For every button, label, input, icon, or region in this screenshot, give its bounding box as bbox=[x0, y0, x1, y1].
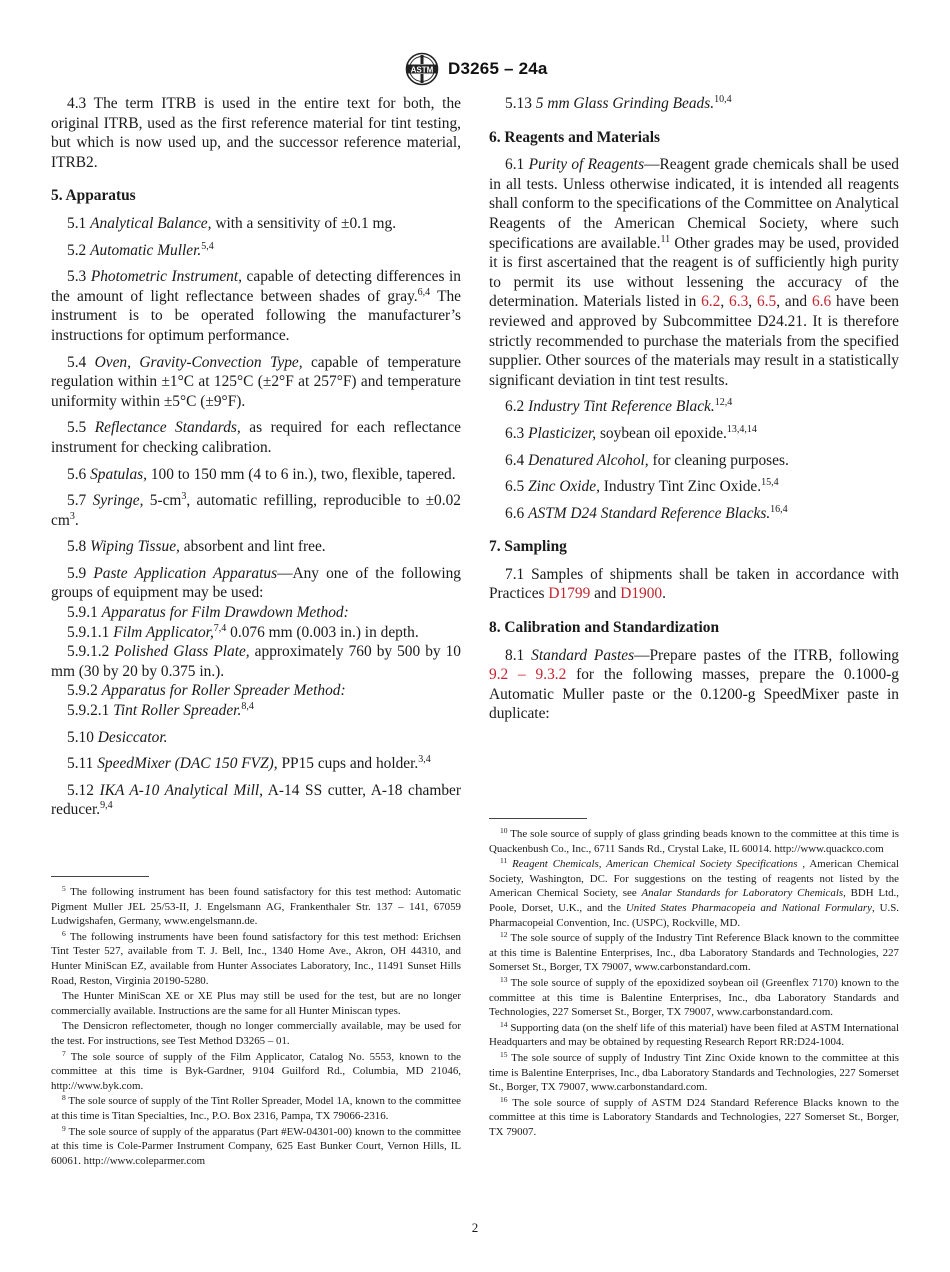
page-header bbox=[0, 52, 950, 88]
heading-sampling: 7. Sampling bbox=[489, 538, 567, 556]
footnotes-right bbox=[489, 818, 899, 1140]
section-6-2: 6.2 Industry Tint Reference Black.$^{12,4}$ bbox=[505, 397, 733, 416]
footnote-6: $^6$ The following instruments have been found satisfactory for this test method: Erichsen Tint Tester 527, available from T. J. Bell, Inc., 1340 Home Ave., Akron, OH 44310, and Hunter MiniScan EZ, available from Hunter Associates Laboratory, Inc., 11491 Sunset Hills Road, Reston, Virginia 20190-5280. bbox=[51, 928, 461, 987]
section-5-5: 5.5 Reflectance Standards, as required for each reflectance instrument for checking calibration. bbox=[51, 419, 462, 456]
document-id: D3265 – 24a bbox=[448, 59, 548, 78]
footnote-5: $^5$ The following instrument has been found satisfactory for this test method: Automatic Pigment Muller JEL 25/53-II, J. Engelsmann AG, Frankenthaler Str. 137 – 141, 67059 Ludwigshafen, Germany, www.engelsmann.de. bbox=[51, 884, 461, 928]
section-5-4: 5.4 Oven, Gravity-Convection Type, capable of temperature regulation within ±1°C at 125°C (±2°F at 257°F) and temperature uniformity within ±5°C (±9°F). bbox=[51, 353, 462, 410]
section-5-7: 5.7 Syringe, $5-cm^3$, automatic refilling, reproducible to ±0.02 $cm^3$. bbox=[51, 491, 461, 529]
section-5-13: 5.13 5 mm Glass Grinding Beads.$^{10,4}$ bbox=[505, 94, 732, 112]
footnote-12: $^{12}$ The sole source of supply of the Industry Tint Reference Black known to the committee at this time is Balentine Enterprises, Inc., dba Laboratory Standards and Technologies, 227 Somerset St., Borger, TX 79007, www.carbonstandard.com. bbox=[489, 930, 899, 974]
link-6-6[interactable]: 6.6 bbox=[811, 293, 832, 311]
link-d1799[interactable]: D1799 bbox=[548, 585, 591, 603]
footnote-6-note-a: The Hunter MiniScan XE or XE Plus may still be used for the test, but are no longer commercially available. Instructions are the same for all Hunter Miniscan types. bbox=[51, 990, 461, 1017]
footnote-8: $^8$ The sole source of supply of the Tint Roller Spreader, Model 1A, known to the committee at this time is Titan Specialties, Inc., P.O. Box 2316, Pampa, TX 79066-2316. bbox=[51, 1093, 461, 1122]
footnote-13: $^{13}$ The sole source of supply of the epoxidized soybean oil (Greenflex 7170) known to the committee at this time is Balentine Enterprises, Inc., dba Laboratory Standards and Technologies, 227 Somerset St., Borger, TX 79007, www.carbonstandard.com. bbox=[489, 974, 899, 1019]
footnote-10: $^{10}$ The sole source of supply of glass grinding beads known to the committee at this time is Quackenbush Co., Inc., 6711 Sands Rd., Crystal Lake, IL 60014. http://www.quackco.com bbox=[489, 826, 899, 855]
section-5-9-1-2: 5.9.1.2 Polished Glass Plate, approximately 760 by 500 by 10 mm (30 by 20 by 0.375 in.). bbox=[51, 643, 462, 680]
heading-apparatus: 5. Apparatus bbox=[51, 187, 136, 205]
section-8-1: 8.1 Standard Pastes—Prepare pastes of the ITRB, following 9.2 – 9.3.2 for the following masses, prepare the 0.1000-g Automatic Muller paste or the 0.1200-g SpeedMixer paste in duplicate: bbox=[489, 646, 899, 723]
footnote-divider bbox=[489, 818, 587, 819]
heading-reagents: 6. Reagents and Materials bbox=[489, 128, 660, 146]
footnote-divider bbox=[51, 876, 149, 877]
section-6-1: 6.1 Purity of Reagents—Reagent grade chemicals shall be used in all tests. Unless otherwise indicated, it is intended all reagents shall conform to the specifications of the Committee on Analytical Reagents of the American Chemical Society, where such specifications are available.$^{11}$ Other grades may be used, provided it is first ascertained that the reagent is of sufficiently high purity to permit its use without lessening the accuracy of the determination. Materials listed in 6.2, 6.3, 6.5, and 6.6 have been reviewed and approved by Subcommittee D24.21. It is therefore strictly recommended to purchase the materials from the specified supplier. Other sources of the materials may result in a statistically significant deviation in tint test results. bbox=[489, 156, 899, 389]
link-6-2[interactable]: 6.2 bbox=[701, 293, 721, 311]
section-5-9: 5.9 Paste Application Apparatus—Any one of the following groups of equipment may be used: bbox=[51, 564, 462, 602]
footnotes-left bbox=[51, 876, 461, 1169]
section-5-3: 5.3 Photometric Instrument, capable of detecting differences in the amount of light reflectance between shades of gray.$^{6,4}$ The instrument is to be operated following the manufacturer’s instructions for optimum performance. bbox=[51, 268, 462, 344]
section-5-9-2: 5.9.2 Apparatus for Roller Spreader Method: bbox=[67, 682, 346, 700]
section-6-3: 6.3 Plasticizer, soybean oil epoxide.$^{13,4,14}$ bbox=[505, 423, 757, 442]
section-5-12: 5.12 IKA A-10 Analytical Mill, A-14 SS cutter, A-18 chamber reducer.$^{9,4}$ bbox=[51, 781, 462, 819]
section-6-5: 6.5 Zinc Oxide, Industry Tint Zinc Oxide.$^{15,4}$ bbox=[505, 477, 779, 496]
link-6-5[interactable]: 6.5 bbox=[756, 293, 777, 311]
footnote-6-note-b: The Densicron reflectometer, though no longer commercially available, may be used for the test. For instructions, see Test Method D3265 – 01. bbox=[51, 1020, 461, 1047]
section-7-1: 7.1 Samples of shipments shall be taken in accordance with Practices D1799 and D1900. bbox=[489, 565, 899, 603]
section-4-3: 4.3 The term ITRB is used in the entire text for both, the original ITRB, used as the first reference material for tint testing, but which is now used up, and the successor reference material, ITRB2. bbox=[51, 95, 461, 171]
footnote-15: $^{15}$ The sole source of supply of Industry Tint Zinc Oxide known to the committee at this time is Balentine Enterprises, Inc., dba Laboratory Standards and Technologies, 227 Somerset St., Borger, TX 79007, www.carbonstandard.com. bbox=[489, 1049, 899, 1094]
left-column bbox=[51, 94, 461, 827]
footnote-14: $^{14}$ Supporting data (on the shelf life of this material) have been filed at ASTM International Headquarters and may be obtained by requesting Research Report RR:D24-1004. bbox=[489, 1019, 899, 1049]
svg-text:ASTM: ASTM bbox=[410, 65, 434, 75]
astm-logo-icon bbox=[403, 52, 441, 86]
section-5-2: 5.2 Automatic Muller.$^{5,4}$ bbox=[67, 240, 214, 259]
section-5-8: 5.8 Wiping Tissue, absorbent and lint free. bbox=[67, 538, 326, 556]
section-5-6: 5.6 Spatulas, 100 to 150 mm (4 to 6 in.), two, flexible, tapered. bbox=[67, 465, 456, 483]
footnote-9: $^9$ The sole source of supply of the apparatus (Part #EW-04301-00) known to the committee at this time is Cole-Parmer Instrument Company, 625 East Bunker Court, Vernon Hills, IL 60061. http://www.coleparmer.com bbox=[51, 1123, 461, 1167]
link-9-2-9-3-2[interactable]: 9.2 – 9.3.2 bbox=[489, 666, 567, 684]
heading-calibration: 8. Calibration and Standardization bbox=[489, 619, 720, 637]
footnote-7: $^7$ The sole source of supply of the Film Applicator, Catalog No. 5553, known to the committee at this time is Byk-Gardner, 9104 Guilford Rd., Columbia, MD 21046, http://www.byk.com. bbox=[51, 1048, 461, 1092]
section-6-4: 6.4 Denatured Alcohol, for cleaning purposes. bbox=[505, 451, 789, 469]
page-number: 2 bbox=[471, 1220, 479, 1235]
right-column bbox=[489, 94, 899, 731]
section-5-11: 5.11 SpeedMixer (DAC 150 FVZ), PP15 cups and holder.$^{3,4}$ bbox=[67, 754, 431, 773]
section-5-1: 5.1 Analytical Balance, with a sensitivity of ±0.1 mg. bbox=[67, 214, 397, 232]
footnote-11: $^{11}$ Reagent Chemicals, American Chemical Society Specifications , American Chemical Society, Washington, DC. For suggestions on the testing of reagents not listed by the American Chemical Society, see Analar Standards for Laboratory Chemicals, BDH Ltd., Poole, Dorset, U.K., and the United States Pharmacopeia and National Formulary, U.S. Pharmacopeial Convention, Inc. (USPC), Rockville, MD. bbox=[489, 856, 900, 929]
link-d1900[interactable]: D1900 bbox=[620, 585, 663, 603]
section-6-6: 6.6 ASTM D24 Standard Reference Blacks.$^{16,4}$ bbox=[505, 503, 788, 522]
section-5-9-1-1: 5.9.1.1 Film Applicator,$^{7,4}$ 0.076 mm (0.003 in.) in depth. bbox=[67, 622, 419, 641]
link-6-3[interactable]: 6.3 bbox=[729, 293, 749, 311]
section-5-9-2-1: 5.9.2.1 Tint Roller Spreader.$^{8,4}$ bbox=[67, 701, 254, 720]
section-5-10: 5.10 Desiccator. bbox=[67, 728, 168, 746]
footnote-16: $^{16}$ The sole source of supply of ASTM D24 Standard Reference Blacks known to the committee at this time is Laboratory Standards and Technologies, 227 Somerset St., Borger, TX 79007. bbox=[489, 1094, 899, 1138]
section-5-9-1: 5.9.1 Apparatus for Film Drawdown Method: bbox=[67, 604, 349, 622]
